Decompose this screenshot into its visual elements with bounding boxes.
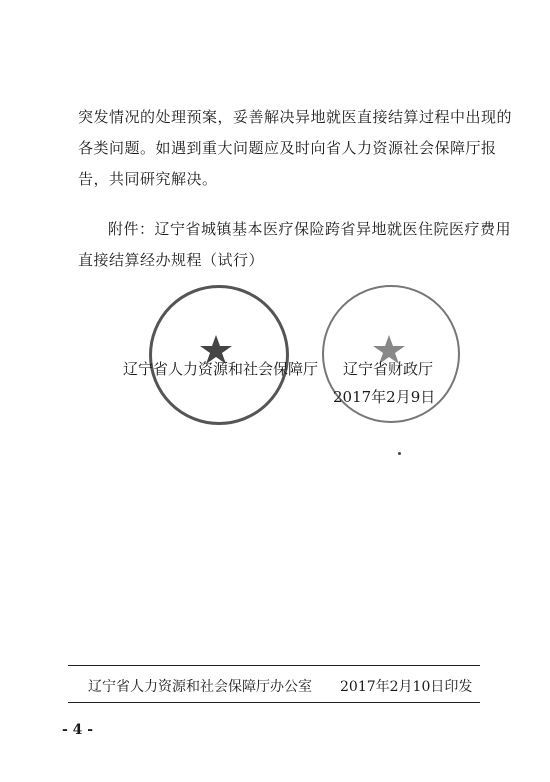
page-number: - 4 - [62, 722, 94, 738]
stray-mark [398, 452, 401, 455]
body-paragraph [78, 102, 513, 195]
paragraph-line: 各类问题。如遇到重大问题应及时向省人力资源社会保障厅报 [78, 139, 497, 157]
attachment-line: 附件：辽宁省城镇基本医疗保险跨省异地就医住院医疗费用 [108, 220, 512, 238]
signing-date: 2017年2月9日 [333, 388, 436, 406]
paragraph-line: 告，共同研究解决。 [78, 170, 218, 188]
attachment-note [78, 214, 512, 276]
official-seal-hrss [149, 285, 289, 425]
footer-rule-bottom [68, 702, 480, 703]
footer-issue-date: 2017年2月10日印发 [340, 679, 473, 695]
signer-finance: 辽宁省财政厅 [343, 360, 434, 378]
footer-rule-top [68, 665, 480, 666]
attachment-line: 直接结算经办规程（试行） [78, 251, 265, 269]
footer-issuing-office: 辽宁省人力资源和社会保障厅办公室 [88, 679, 312, 695]
signer-hrss: 辽宁省人力资源和社会保障厅 [123, 360, 319, 378]
paragraph-line: 突发情况的处理预案，妥善解决异地就医直接结算过程中出现的 [78, 108, 513, 126]
